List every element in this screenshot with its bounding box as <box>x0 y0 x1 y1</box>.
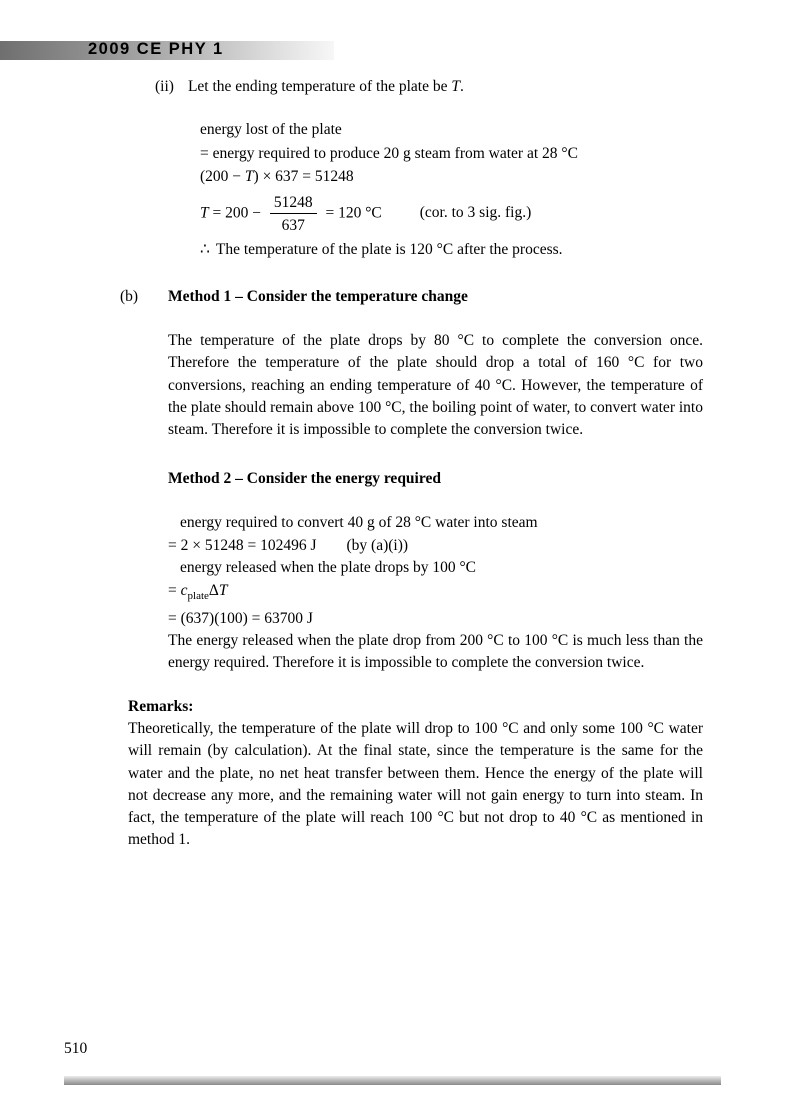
part-ii-intro-period: . <box>459 78 464 95</box>
header-gradient-bar <box>0 41 334 60</box>
variable-T: T <box>244 168 254 185</box>
m2-line-3: energy released when the plate drops by 100 °C <box>180 559 477 577</box>
variable-T: T <box>451 78 460 95</box>
m2-line-2-eq: = 2 × 51248 = 102496 J <box>168 536 317 554</box>
eq3-prefix: (200 − <box>200 168 245 185</box>
eq4-mid: = 200 − <box>208 204 265 222</box>
variable-c: c <box>180 581 188 599</box>
sig-fig-note: (cor. to 3 sig. fig.) <box>419 204 532 222</box>
page-header-title: 2009 CE PHY 1 <box>88 40 224 58</box>
conclusion-line <box>200 238 703 262</box>
remarks-paragraph: Theoretically, the temperature of the plate will drop to 100 °C and only some 100 °C water will remain (by calculation). At the final state, since the temperature is the same for the water and the plate, no net heat transfer between them. Hence the energy of the plate will not decrease any more, and the remaining water will not gain energy to turn into steam. In fact, the temperature of the plate will reach 100 °C but not drop to 40 °C as mentioned in method 1. <box>128 719 703 849</box>
fraction-numerator: 51248 <box>273 193 313 211</box>
fraction <box>270 193 317 235</box>
m2-line-1: energy required to convert 40 g of 28 °C water into steam <box>180 514 538 532</box>
equation-line-fraction <box>200 193 703 235</box>
by-a-i-note: (by (a)(i)) <box>346 536 409 554</box>
variable-T: T <box>200 204 209 222</box>
m2-line-4 <box>168 580 703 608</box>
part-ii-intro-text: Let the ending temperature of the plate be <box>187 78 452 95</box>
variable-T: T <box>218 581 228 599</box>
equation-line-3 <box>200 165 703 189</box>
method2-heading: Method 2 – Consider the energy required <box>168 470 441 488</box>
remarks-heading: Remarks: <box>128 697 194 715</box>
m2-line-2 <box>168 535 703 558</box>
page-number: 510 <box>64 1040 88 1057</box>
part-ii-intro <box>188 76 464 97</box>
delta-symbol: Δ <box>208 581 219 599</box>
m2-line-5: = (637)(100) = 63700 J <box>168 609 313 627</box>
part-b-heading-row <box>120 286 703 307</box>
part-ii-marker: (ii) <box>155 78 174 95</box>
fraction-denominator: 637 <box>270 213 317 235</box>
eq4-result: = 120 °C <box>321 204 382 222</box>
plate-subscript: plate <box>187 590 209 603</box>
remarks-section <box>128 696 703 852</box>
therefore-symbol: ∴ <box>200 240 210 258</box>
eq3-suffix: ) × 637 = 51248 <box>253 168 354 185</box>
content-area <box>120 76 703 852</box>
part-b-marker: (b) <box>120 288 139 305</box>
equation-line-2: = energy required to produce 20 g steam from water at 28 °C <box>200 144 578 162</box>
equation-line-1: energy lost of the plate <box>200 121 342 138</box>
m2-line-4-eq: = <box>168 581 181 599</box>
conclusion-text: The temperature of the plate is 120 °C after the process. <box>215 240 563 258</box>
part-ii-working <box>120 118 703 261</box>
method2-working <box>168 512 703 630</box>
part-ii-row <box>120 76 703 97</box>
method1-heading: Method 1 – Consider the temperature change <box>168 288 468 305</box>
method2-paragraph: The energy released when the plate drop from 200 °C to 100 °C is much less than the energy required. Therefore it is impossible to complete the conversion twice. <box>168 632 703 672</box>
footer-rule <box>64 1076 721 1085</box>
method1-paragraph: The temperature of the plate drops by 80 °C to complete the conversion once. Therefore the temperature of the plate should drop a total of 160 °C for two conversions, reaching an ending temperature of 40 °C. However, the temperature of the plate should remain above 100 °C, the boiling point of water, to convert water into steam. Therefore it is impossible to complete the conversion twice. <box>168 332 703 439</box>
